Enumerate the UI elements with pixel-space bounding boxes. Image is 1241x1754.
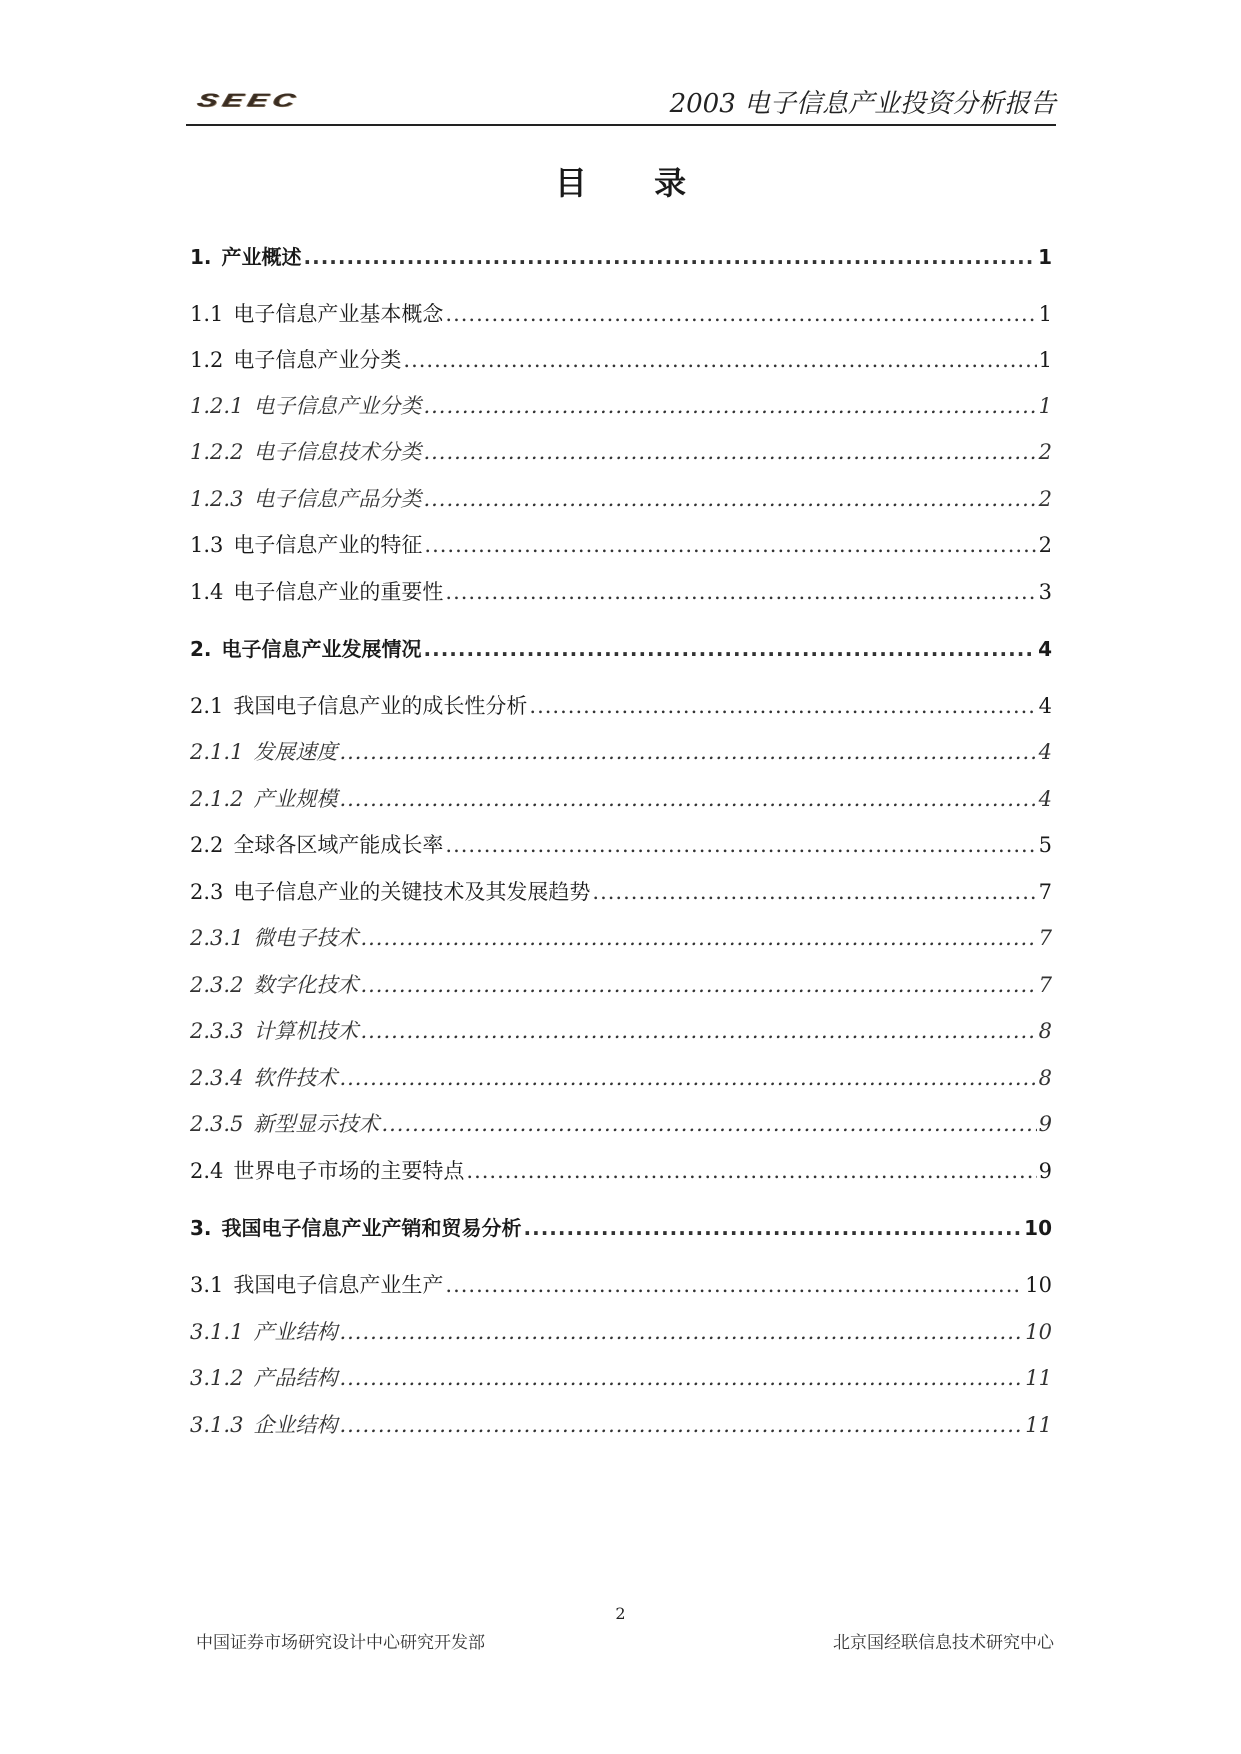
toc-entry-label xyxy=(190,828,443,862)
toc-entry-page: 5 xyxy=(1038,833,1052,857)
toc-entry-text: 企业结构 xyxy=(253,1413,338,1437)
toc-subsection-entry[interactable] xyxy=(190,968,1052,1002)
toc-entry-number: 1.1 xyxy=(190,302,224,326)
toc-entry-page: 1 xyxy=(1038,302,1052,326)
toc-section-entry[interactable] xyxy=(190,1154,1052,1188)
toc-section-entry[interactable] xyxy=(190,1268,1052,1302)
toc-entry-number: 2.3.3 xyxy=(190,1019,244,1043)
toc-entry-text: 计算机技术 xyxy=(253,1019,359,1043)
toc-entry-label xyxy=(190,482,421,516)
toc-entry-number: 2. xyxy=(190,637,212,661)
toc-entry-page: 10 xyxy=(1025,1273,1052,1297)
toc-leader-dots xyxy=(445,828,1036,862)
toc-subsection-entry[interactable] xyxy=(190,735,1052,769)
footer-organization-left: 中国证券市场研究设计中心研究开发部 xyxy=(196,1633,485,1653)
toc-subsection-entry[interactable] xyxy=(190,1315,1052,1349)
toc-entry-label xyxy=(190,1211,522,1245)
toc-entry-text: 微电子技术 xyxy=(253,926,359,950)
toc-entry-number: 3. xyxy=(190,1216,212,1240)
toc-subsection-entry[interactable] xyxy=(190,782,1052,816)
toc-entry-text: 我国电子信息产业生产 xyxy=(233,1273,444,1297)
toc-entry-text: 电子信息产业的关键技术及其发展趋势 xyxy=(233,880,591,904)
toc-entry-number: 1.2.3 xyxy=(190,487,244,511)
toc-leader-dots xyxy=(466,1154,1036,1188)
toc-title: 目 录 xyxy=(554,164,715,202)
toc-leader-dots xyxy=(339,1061,1036,1095)
toc-leader-dots xyxy=(339,1315,1023,1349)
toc-entry-page: 2 xyxy=(1038,533,1052,557)
toc-entry-number: 3.1 xyxy=(190,1273,224,1297)
toc-entry-label xyxy=(190,1061,337,1095)
toc-entry-page: 1 xyxy=(1038,394,1052,418)
toc-leader-dots xyxy=(339,1408,1023,1442)
toc-leader-dots xyxy=(424,632,1037,666)
toc-entry-text: 软件技术 xyxy=(253,1066,338,1090)
toc-section-entry[interactable] xyxy=(190,689,1052,723)
toc-entry-text: 我国电子信息产业产销和贸易分析 xyxy=(221,1216,522,1240)
toc-entry-page: 4 xyxy=(1038,694,1052,718)
toc-entry-label xyxy=(190,297,443,331)
toc-chapter-entry[interactable] xyxy=(190,1211,1052,1245)
toc-section-entry[interactable] xyxy=(190,528,1052,562)
toc-entry-number: 1. xyxy=(190,245,212,269)
toc-entry-label xyxy=(190,968,358,1002)
toc-entry-text: 我国电子信息产业的成长性分析 xyxy=(233,694,528,718)
toc-entry-text: 产业结构 xyxy=(253,1320,338,1344)
toc-entry-label xyxy=(190,1408,337,1442)
toc-entry-label xyxy=(190,735,337,769)
toc-leader-dots xyxy=(403,343,1036,377)
report-title: 2003 电子信息产业投资分析报告 xyxy=(669,89,1056,119)
toc-entry-number: 3.1.3 xyxy=(190,1413,244,1437)
toc-subsection-entry[interactable] xyxy=(190,1061,1052,1095)
toc-leader-dots xyxy=(423,482,1036,516)
toc-subsection-entry[interactable] xyxy=(190,435,1052,469)
toc-entry-label xyxy=(190,689,527,723)
toc-subsection-entry[interactable] xyxy=(190,1408,1052,1442)
toc-section-entry[interactable] xyxy=(190,297,1052,331)
toc-entry-label xyxy=(190,632,422,666)
toc-entry-text: 电子信息产业的重要性 xyxy=(233,580,444,604)
toc-leader-dots xyxy=(445,297,1036,331)
toc-entry-page: 7 xyxy=(1038,880,1052,904)
toc-entry-page: 2 xyxy=(1038,440,1052,464)
toc-subsection-entry[interactable] xyxy=(190,1361,1052,1395)
toc-entry-page: 9 xyxy=(1038,1159,1052,1183)
page-header xyxy=(186,70,1056,126)
toc-entry-page: 8 xyxy=(1038,1019,1052,1043)
toc-section-entry[interactable] xyxy=(190,575,1052,609)
toc-entry-number: 2.1.2 xyxy=(190,787,244,811)
toc-entry-text: 产业概述 xyxy=(221,245,302,269)
toc-entry-label xyxy=(190,1154,464,1188)
toc-leader-dots xyxy=(423,389,1036,423)
toc-leader-dots xyxy=(339,735,1036,769)
toc-entry-page: 4 xyxy=(1038,787,1052,811)
toc-leader-dots xyxy=(360,968,1036,1002)
toc-chapter-entry[interactable] xyxy=(190,240,1052,274)
toc-leader-dots xyxy=(360,921,1036,955)
toc-leader-dots xyxy=(381,1107,1036,1141)
toc-entry-page: 2 xyxy=(1038,487,1052,511)
toc-leader-dots xyxy=(304,240,1037,274)
page-number: 2 xyxy=(615,1604,626,1623)
toc-entry-page: 7 xyxy=(1038,973,1052,997)
toc-entry-text: 电子信息产业基本概念 xyxy=(233,302,444,326)
toc-entry-page: 1 xyxy=(1038,245,1052,269)
toc-leader-dots xyxy=(360,1014,1036,1048)
toc-leader-dots xyxy=(524,1211,1023,1245)
toc-entry-text: 电子信息产业分类 xyxy=(253,394,422,418)
toc-entry-number: 2.3.1 xyxy=(190,926,244,950)
toc-entry-text: 电子信息产业的特征 xyxy=(233,533,423,557)
toc-entry-number: 3.1.2 xyxy=(190,1366,244,1390)
toc-subsection-entry[interactable] xyxy=(190,1014,1052,1048)
toc-entry-label xyxy=(190,782,337,816)
toc-entry-number: 2.3.5 xyxy=(190,1112,244,1136)
toc-entry-label xyxy=(190,528,422,562)
toc-entry-page: 9 xyxy=(1038,1112,1052,1136)
toc-entry-number: 2.2 xyxy=(190,833,224,857)
toc-leader-dots xyxy=(339,1361,1023,1395)
toc-entry-page: 4 xyxy=(1038,637,1052,661)
toc-leader-dots xyxy=(424,528,1036,562)
toc-subsection-entry[interactable] xyxy=(190,1107,1052,1141)
toc-leader-dots xyxy=(339,782,1036,816)
toc-entry-text: 电子信息技术分类 xyxy=(253,440,422,464)
toc-entry-page: 11 xyxy=(1025,1413,1052,1437)
toc-entry-label xyxy=(190,1315,337,1349)
toc-entry-label xyxy=(190,575,443,609)
toc-leader-dots xyxy=(445,1268,1023,1302)
toc-entry-number: 2.1.1 xyxy=(190,740,244,764)
toc-entry-text: 电子信息产业发展情况 xyxy=(221,637,422,661)
toc-entry-label xyxy=(190,1107,379,1141)
toc-entry-text: 产业规模 xyxy=(253,787,338,811)
toc-entry-number: 3.1.1 xyxy=(190,1320,244,1344)
toc-leader-dots xyxy=(445,575,1036,609)
toc-entry-label xyxy=(190,1014,358,1048)
toc-entry-page: 3 xyxy=(1038,580,1052,604)
toc-entry-text: 世界电子市场的主要特点 xyxy=(233,1159,465,1183)
toc-leader-dots xyxy=(423,435,1036,469)
toc-entry-page: 8 xyxy=(1038,1066,1052,1090)
toc-entry-number: 1.2.1 xyxy=(190,394,244,418)
seec-logo: SEEC xyxy=(195,90,303,111)
toc-entry-text: 电子信息产业分类 xyxy=(233,348,402,372)
toc-entry-number: 2.1 xyxy=(190,694,224,718)
toc-section-entry[interactable] xyxy=(190,828,1052,862)
toc-entry-number: 1.2 xyxy=(190,348,224,372)
toc-entry-number: 1.4 xyxy=(190,580,224,604)
toc-entry-text: 发展速度 xyxy=(253,740,338,764)
toc-entry-label xyxy=(190,875,590,909)
toc-entry-label xyxy=(190,921,358,955)
toc-entry-text: 产品结构 xyxy=(253,1366,338,1390)
toc-entry-number: 2.3.2 xyxy=(190,973,244,997)
toc-entry-label xyxy=(190,1268,443,1302)
toc-subsection-entry[interactable] xyxy=(190,389,1052,423)
toc-entry-page: 1 xyxy=(1038,348,1052,372)
toc-entry-page: 11 xyxy=(1025,1366,1052,1390)
toc-entry-number: 1.3 xyxy=(190,533,224,557)
toc-section-entry[interactable] xyxy=(190,343,1052,377)
toc-entry-label xyxy=(190,343,401,377)
toc-entry-text: 全球各区域产能成长率 xyxy=(233,833,444,857)
toc-leader-dots xyxy=(592,875,1036,909)
toc-entry-label xyxy=(190,1361,337,1395)
toc-entry-label xyxy=(190,435,421,469)
toc-leader-dots xyxy=(529,689,1036,723)
toc-subsection-entry[interactable] xyxy=(190,921,1052,955)
toc-entry-number: 2.3 xyxy=(190,880,224,904)
toc-entry-label xyxy=(190,240,302,274)
toc-entry-number: 2.4 xyxy=(190,1159,224,1183)
toc-subsection-entry[interactable] xyxy=(190,482,1052,516)
footer-organization-right: 北京国经联信息技术研究中心 xyxy=(833,1633,1054,1653)
toc-entry-text: 电子信息产品分类 xyxy=(253,487,422,511)
toc-entry-page: 10 xyxy=(1025,1320,1052,1344)
toc-entry-text: 新型显示技术 xyxy=(253,1112,380,1136)
toc-section-entry[interactable] xyxy=(190,875,1052,909)
toc-entry-page: 4 xyxy=(1038,740,1052,764)
toc-entry-number: 1.2.2 xyxy=(190,440,244,464)
toc-entry-text: 数字化技术 xyxy=(253,973,359,997)
toc-entry-number: 2.3.4 xyxy=(190,1066,244,1090)
toc-entry-label xyxy=(190,389,421,423)
toc-entry-page: 10 xyxy=(1024,1216,1052,1240)
toc-entry-page: 7 xyxy=(1038,926,1052,950)
toc-chapter-entry[interactable] xyxy=(190,632,1052,666)
